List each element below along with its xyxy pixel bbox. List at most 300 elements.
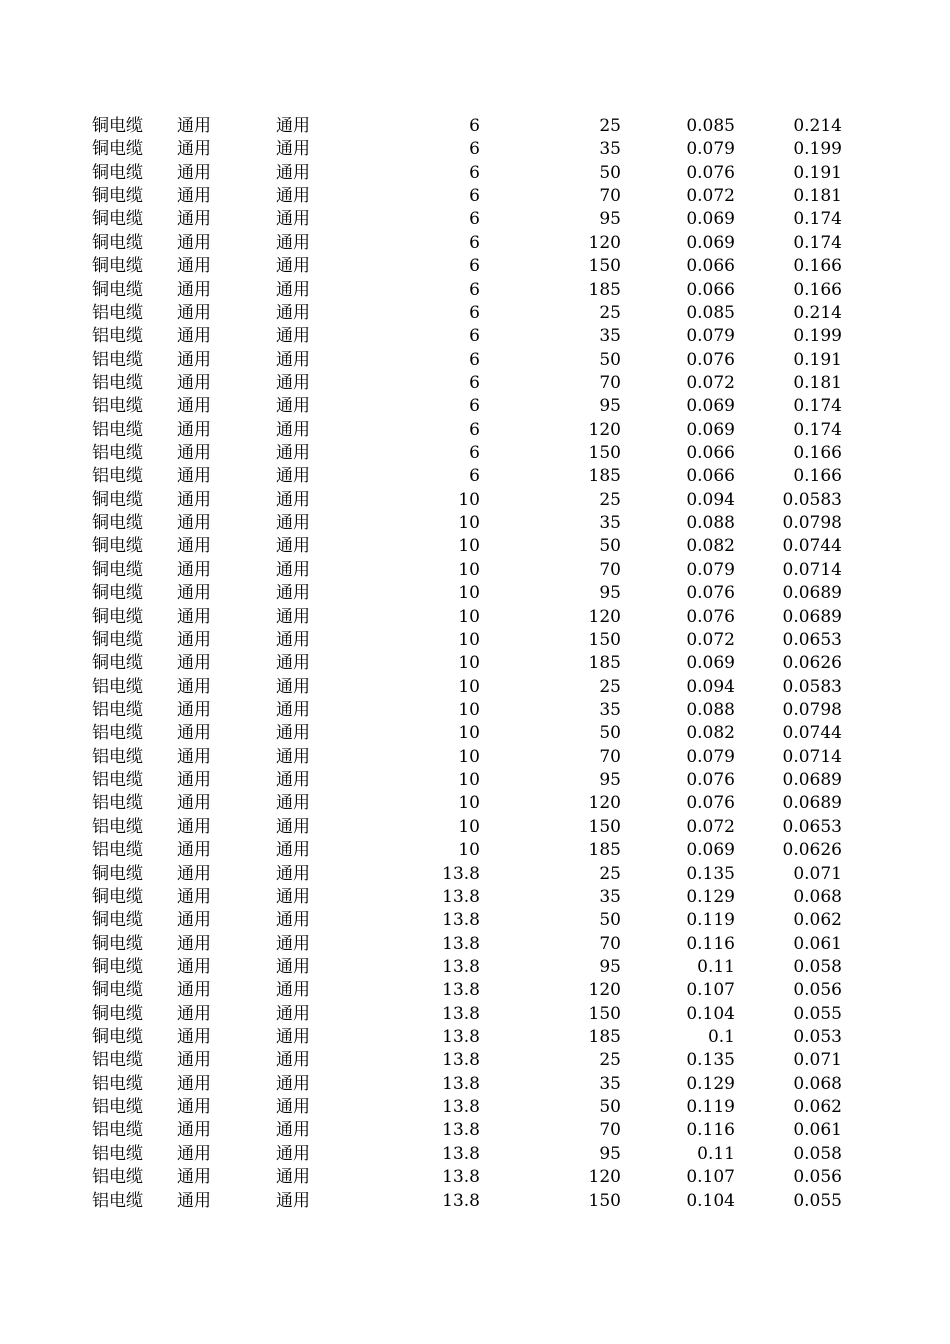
voltage-cell: 13.8 xyxy=(442,933,480,954)
table-row xyxy=(0,1143,950,1166)
table-row xyxy=(0,138,950,161)
voltage-cell: 6 xyxy=(469,372,480,393)
voltage-cell: 10 xyxy=(458,559,480,580)
table-row xyxy=(0,302,950,325)
subcategory-cell: 通用 xyxy=(276,326,310,347)
cross-section-cell: 185 xyxy=(588,466,621,487)
resistance-cell: 0.079 xyxy=(686,139,735,160)
cross-section-cell: 50 xyxy=(599,349,621,370)
cross-section-cell: 50 xyxy=(599,910,621,931)
cross-section-cell: 70 xyxy=(599,933,621,954)
table-row xyxy=(0,535,950,558)
subcategory-cell: 通用 xyxy=(276,583,310,604)
category-cell: 通用 xyxy=(177,933,211,954)
category-cell: 通用 xyxy=(177,559,211,580)
resistance-cell: 0.116 xyxy=(686,933,735,954)
subcategory-cell: 通用 xyxy=(276,956,310,977)
resistance-cell: 0.119 xyxy=(686,1097,735,1118)
table-row xyxy=(0,325,950,348)
cross-section-cell: 25 xyxy=(599,489,621,510)
voltage-cell: 10 xyxy=(458,676,480,697)
resistance-cell: 0.119 xyxy=(686,910,735,931)
cross-section-cell: 25 xyxy=(599,116,621,136)
table-row xyxy=(0,512,950,535)
table-row xyxy=(0,1096,950,1119)
subcategory-cell: 通用 xyxy=(276,629,310,650)
cable-type-cell: 铝电缆 xyxy=(92,746,143,767)
reactance-cell: 0.068 xyxy=(793,1073,842,1094)
cross-section-cell: 70 xyxy=(599,372,621,393)
table-row xyxy=(0,1049,950,1072)
cross-section-cell: 150 xyxy=(588,629,621,650)
voltage-cell: 13.8 xyxy=(442,886,480,907)
reactance-cell: 0.053 xyxy=(793,1027,842,1048)
reactance-cell: 0.068 xyxy=(793,886,842,907)
reactance-cell: 0.0798 xyxy=(782,513,842,534)
table-row xyxy=(0,1003,950,1026)
category-cell: 通用 xyxy=(177,1190,211,1211)
voltage-cell: 10 xyxy=(458,583,480,604)
category-cell: 通用 xyxy=(177,816,211,837)
resistance-cell: 0.066 xyxy=(686,443,735,464)
table-row xyxy=(0,465,950,488)
voltage-cell: 13.8 xyxy=(442,1143,480,1164)
cross-section-cell: 150 xyxy=(588,1003,621,1024)
resistance-cell: 0.069 xyxy=(686,653,735,674)
subcategory-cell: 通用 xyxy=(276,793,310,814)
cross-section-cell: 185 xyxy=(588,653,621,674)
reactance-cell: 0.055 xyxy=(793,1190,842,1211)
table-row xyxy=(0,629,950,652)
category-cell: 通用 xyxy=(177,1167,211,1188)
reactance-cell: 0.0626 xyxy=(782,840,842,861)
subcategory-cell: 通用 xyxy=(276,279,310,300)
reactance-cell: 0.055 xyxy=(793,1003,842,1024)
voltage-cell: 13.8 xyxy=(442,980,480,1001)
category-cell: 通用 xyxy=(177,419,211,440)
resistance-cell: 0.066 xyxy=(686,279,735,300)
reactance-cell: 0.199 xyxy=(793,139,842,160)
subcategory-cell: 通用 xyxy=(276,816,310,837)
resistance-cell: 0.076 xyxy=(686,349,735,370)
table-row xyxy=(0,956,950,979)
subcategory-cell: 通用 xyxy=(276,653,310,674)
cross-section-cell: 120 xyxy=(588,419,621,440)
resistance-cell: 0.135 xyxy=(686,1050,735,1071)
table-row xyxy=(0,909,950,932)
category-cell: 通用 xyxy=(177,489,211,510)
cross-section-cell: 120 xyxy=(588,232,621,253)
table-row xyxy=(0,816,950,839)
category-cell: 通用 xyxy=(177,770,211,791)
reactance-cell: 0.181 xyxy=(793,372,842,393)
resistance-cell: 0.135 xyxy=(686,863,735,884)
voltage-cell: 13.8 xyxy=(442,1050,480,1071)
subcategory-cell: 通用 xyxy=(276,723,310,744)
resistance-cell: 0.104 xyxy=(686,1003,735,1024)
cross-section-cell: 120 xyxy=(588,1167,621,1188)
resistance-cell: 0.11 xyxy=(697,1143,735,1164)
reactance-cell: 0.191 xyxy=(793,349,842,370)
voltage-cell: 13.8 xyxy=(442,1073,480,1094)
resistance-cell: 0.076 xyxy=(686,770,735,791)
reactance-cell: 0.056 xyxy=(793,980,842,1001)
cable-type-cell: 铝电缆 xyxy=(92,816,143,837)
category-cell: 通用 xyxy=(177,1027,211,1048)
cable-type-cell: 铝电缆 xyxy=(92,1120,143,1141)
reactance-cell: 0.058 xyxy=(793,956,842,977)
voltage-cell: 13.8 xyxy=(442,956,480,977)
resistance-cell: 0.079 xyxy=(686,326,735,347)
voltage-cell: 10 xyxy=(458,489,480,510)
subcategory-cell: 通用 xyxy=(276,209,310,230)
subcategory-cell: 通用 xyxy=(276,139,310,160)
reactance-cell: 0.0583 xyxy=(782,489,842,510)
subcategory-cell: 通用 xyxy=(276,1167,310,1188)
resistance-cell: 0.069 xyxy=(686,419,735,440)
reactance-cell: 0.062 xyxy=(793,910,842,931)
cable-type-cell: 铝电缆 xyxy=(92,723,143,744)
table-row xyxy=(0,162,950,185)
reactance-cell: 0.0714 xyxy=(782,746,842,767)
subcategory-cell: 通用 xyxy=(276,513,310,534)
subcategory-cell: 通用 xyxy=(276,676,310,697)
cable-type-cell: 铜电缆 xyxy=(92,886,143,907)
voltage-cell: 13.8 xyxy=(442,1167,480,1188)
cable-type-cell: 铜电缆 xyxy=(92,910,143,931)
category-cell: 通用 xyxy=(177,302,211,323)
cross-section-cell: 120 xyxy=(588,980,621,1001)
subcategory-cell: 通用 xyxy=(276,186,310,207)
category-cell: 通用 xyxy=(177,793,211,814)
voltage-cell: 13.8 xyxy=(442,1027,480,1048)
cable-type-cell: 铜电缆 xyxy=(92,1027,143,1048)
category-cell: 通用 xyxy=(177,443,211,464)
cross-section-cell: 150 xyxy=(588,256,621,277)
category-cell: 通用 xyxy=(177,186,211,207)
voltage-cell: 6 xyxy=(469,232,480,253)
reactance-cell: 0.0798 xyxy=(782,699,842,720)
subcategory-cell: 通用 xyxy=(276,746,310,767)
reactance-cell: 0.166 xyxy=(793,443,842,464)
cable-type-cell: 铜电缆 xyxy=(92,139,143,160)
subcategory-cell: 通用 xyxy=(276,419,310,440)
cross-section-cell: 50 xyxy=(599,723,621,744)
category-cell: 通用 xyxy=(177,536,211,557)
cross-section-cell: 185 xyxy=(588,279,621,300)
cross-section-cell: 25 xyxy=(599,676,621,697)
cable-type-cell: 铜电缆 xyxy=(92,956,143,977)
resistance-cell: 0.076 xyxy=(686,583,735,604)
cable-type-cell: 铝电缆 xyxy=(92,372,143,393)
reactance-cell: 0.056 xyxy=(793,1167,842,1188)
cross-section-cell: 70 xyxy=(599,186,621,207)
reactance-cell: 0.174 xyxy=(793,232,842,253)
voltage-cell: 6 xyxy=(469,326,480,347)
cable-type-cell: 铝电缆 xyxy=(92,1097,143,1118)
subcategory-cell: 通用 xyxy=(276,162,310,183)
cross-section-cell: 150 xyxy=(588,816,621,837)
category-cell: 通用 xyxy=(177,372,211,393)
cable-parameter-table xyxy=(0,115,950,1213)
cable-type-cell: 铝电缆 xyxy=(92,793,143,814)
table-row xyxy=(0,676,950,699)
cross-section-cell: 25 xyxy=(599,863,621,884)
voltage-cell: 13.8 xyxy=(442,1003,480,1024)
cable-type-cell: 铝电缆 xyxy=(92,676,143,697)
resistance-cell: 0.069 xyxy=(686,396,735,417)
resistance-cell: 0.079 xyxy=(686,559,735,580)
category-cell: 通用 xyxy=(177,699,211,720)
voltage-cell: 13.8 xyxy=(442,910,480,931)
voltage-cell: 6 xyxy=(469,209,480,230)
resistance-cell: 0.069 xyxy=(686,209,735,230)
resistance-cell: 0.072 xyxy=(686,629,735,650)
subcategory-cell: 通用 xyxy=(276,1143,310,1164)
cable-type-cell: 铝电缆 xyxy=(92,396,143,417)
cable-type-cell: 铝电缆 xyxy=(92,326,143,347)
reactance-cell: 0.0689 xyxy=(782,606,842,627)
reactance-cell: 0.061 xyxy=(793,1120,842,1141)
cable-type-cell: 铜电缆 xyxy=(92,1003,143,1024)
table-row xyxy=(0,372,950,395)
category-cell: 通用 xyxy=(177,209,211,230)
resistance-cell: 0.129 xyxy=(686,886,735,907)
cable-type-cell: 铜电缆 xyxy=(92,559,143,580)
category-cell: 通用 xyxy=(177,232,211,253)
resistance-cell: 0.082 xyxy=(686,536,735,557)
table-row xyxy=(0,279,950,302)
table-row xyxy=(0,606,950,629)
cable-type-cell: 铝电缆 xyxy=(92,840,143,861)
cross-section-cell: 50 xyxy=(599,1097,621,1118)
category-cell: 通用 xyxy=(177,606,211,627)
cross-section-cell: 50 xyxy=(599,162,621,183)
subcategory-cell: 通用 xyxy=(276,1050,310,1071)
voltage-cell: 6 xyxy=(469,116,480,136)
reactance-cell: 0.166 xyxy=(793,256,842,277)
table-row xyxy=(0,442,950,465)
category-cell: 通用 xyxy=(177,162,211,183)
cable-type-cell: 铜电缆 xyxy=(92,489,143,510)
cable-type-cell: 铜电缆 xyxy=(92,232,143,253)
cable-type-cell: 铜电缆 xyxy=(92,606,143,627)
reactance-cell: 0.174 xyxy=(793,419,842,440)
category-cell: 通用 xyxy=(177,840,211,861)
cable-type-cell: 铜电缆 xyxy=(92,186,143,207)
reactance-cell: 0.214 xyxy=(793,116,842,136)
resistance-cell: 0.116 xyxy=(686,1120,735,1141)
cross-section-cell: 185 xyxy=(588,840,621,861)
table-row xyxy=(0,746,950,769)
cross-section-cell: 25 xyxy=(599,302,621,323)
reactance-cell: 0.0744 xyxy=(782,723,842,744)
table-row xyxy=(0,1166,950,1189)
table-row xyxy=(0,769,950,792)
subcategory-cell: 通用 xyxy=(276,559,310,580)
table-row xyxy=(0,792,950,815)
category-cell: 通用 xyxy=(177,1003,211,1024)
table-row xyxy=(0,208,950,231)
voltage-cell: 6 xyxy=(469,396,480,417)
resistance-cell: 0.104 xyxy=(686,1190,735,1211)
resistance-cell: 0.076 xyxy=(686,606,735,627)
reactance-cell: 0.058 xyxy=(793,1143,842,1164)
cable-type-cell: 铝电缆 xyxy=(92,770,143,791)
category-cell: 通用 xyxy=(177,863,211,884)
cross-section-cell: 35 xyxy=(599,513,621,534)
voltage-cell: 10 xyxy=(458,746,480,767)
cross-section-cell: 95 xyxy=(599,583,621,604)
cable-type-cell: 铝电缆 xyxy=(92,419,143,440)
voltage-cell: 13.8 xyxy=(442,1097,480,1118)
cross-section-cell: 95 xyxy=(599,209,621,230)
subcategory-cell: 通用 xyxy=(276,1073,310,1094)
table-row xyxy=(0,652,950,675)
table-row xyxy=(0,722,950,745)
subcategory-cell: 通用 xyxy=(276,489,310,510)
cable-type-cell: 铝电缆 xyxy=(92,349,143,370)
resistance-cell: 0.072 xyxy=(686,186,735,207)
table-row xyxy=(0,489,950,512)
resistance-cell: 0.1 xyxy=(707,1027,735,1048)
voltage-cell: 10 xyxy=(458,629,480,650)
cable-type-cell: 铝电缆 xyxy=(92,1073,143,1094)
subcategory-cell: 通用 xyxy=(276,1003,310,1024)
table-row xyxy=(0,1026,950,1049)
reactance-cell: 0.0626 xyxy=(782,653,842,674)
subcategory-cell: 通用 xyxy=(276,466,310,487)
reactance-cell: 0.0653 xyxy=(782,629,842,650)
cable-type-cell: 铝电缆 xyxy=(92,1190,143,1211)
subcategory-cell: 通用 xyxy=(276,349,310,370)
table-row xyxy=(0,419,950,442)
category-cell: 通用 xyxy=(177,653,211,674)
cable-type-cell: 铜电缆 xyxy=(92,116,143,136)
category-cell: 通用 xyxy=(177,326,211,347)
category-cell: 通用 xyxy=(177,1073,211,1094)
cross-section-cell: 25 xyxy=(599,1050,621,1071)
cable-type-cell: 铜电缆 xyxy=(92,653,143,674)
category-cell: 通用 xyxy=(177,1120,211,1141)
voltage-cell: 6 xyxy=(469,466,480,487)
resistance-cell: 0.082 xyxy=(686,723,735,744)
subcategory-cell: 通用 xyxy=(276,536,310,557)
category-cell: 通用 xyxy=(177,116,211,136)
reactance-cell: 0.166 xyxy=(793,466,842,487)
table-row xyxy=(0,863,950,886)
cable-type-cell: 铝电缆 xyxy=(92,1143,143,1164)
voltage-cell: 13.8 xyxy=(442,1190,480,1211)
cross-section-cell: 95 xyxy=(599,396,621,417)
category-cell: 通用 xyxy=(177,910,211,931)
voltage-cell: 10 xyxy=(458,770,480,791)
cable-type-cell: 铜电缆 xyxy=(92,209,143,230)
reactance-cell: 0.166 xyxy=(793,279,842,300)
category-cell: 通用 xyxy=(177,1143,211,1164)
reactance-cell: 0.0653 xyxy=(782,816,842,837)
cross-section-cell: 185 xyxy=(588,1027,621,1048)
voltage-cell: 13.8 xyxy=(442,1120,480,1141)
cable-type-cell: 铝电缆 xyxy=(92,1050,143,1071)
category-cell: 通用 xyxy=(177,723,211,744)
subcategory-cell: 通用 xyxy=(276,372,310,393)
reactance-cell: 0.071 xyxy=(793,1050,842,1071)
category-cell: 通用 xyxy=(177,256,211,277)
reactance-cell: 0.0689 xyxy=(782,583,842,604)
reactance-cell: 0.199 xyxy=(793,326,842,347)
table-row xyxy=(0,933,950,956)
subcategory-cell: 通用 xyxy=(276,606,310,627)
cable-type-cell: 铝电缆 xyxy=(92,443,143,464)
voltage-cell: 6 xyxy=(469,349,480,370)
cross-section-cell: 95 xyxy=(599,1143,621,1164)
subcategory-cell: 通用 xyxy=(276,302,310,323)
cable-type-cell: 铜电缆 xyxy=(92,980,143,1001)
category-cell: 通用 xyxy=(177,629,211,650)
cross-section-cell: 95 xyxy=(599,956,621,977)
category-cell: 通用 xyxy=(177,139,211,160)
cable-type-cell: 铜电缆 xyxy=(92,279,143,300)
table-row xyxy=(0,185,950,208)
reactance-cell: 0.0714 xyxy=(782,559,842,580)
resistance-cell: 0.066 xyxy=(686,466,735,487)
table-row xyxy=(0,255,950,278)
subcategory-cell: 通用 xyxy=(276,699,310,720)
reactance-cell: 0.174 xyxy=(793,396,842,417)
table-row xyxy=(0,115,950,138)
voltage-cell: 6 xyxy=(469,302,480,323)
subcategory-cell: 通用 xyxy=(276,1120,310,1141)
cross-section-cell: 35 xyxy=(599,1073,621,1094)
voltage-cell: 6 xyxy=(469,443,480,464)
cable-type-cell: 铝电缆 xyxy=(92,302,143,323)
voltage-cell: 10 xyxy=(458,840,480,861)
category-cell: 通用 xyxy=(177,980,211,1001)
cable-type-cell: 铜电缆 xyxy=(92,162,143,183)
reactance-cell: 0.0689 xyxy=(782,770,842,791)
resistance-cell: 0.129 xyxy=(686,1073,735,1094)
table-row xyxy=(0,1073,950,1096)
subcategory-cell: 通用 xyxy=(276,256,310,277)
voltage-cell: 10 xyxy=(458,816,480,837)
cross-section-cell: 70 xyxy=(599,559,621,580)
resistance-cell: 0.069 xyxy=(686,232,735,253)
voltage-cell: 10 xyxy=(458,653,480,674)
voltage-cell: 10 xyxy=(458,793,480,814)
subcategory-cell: 通用 xyxy=(276,443,310,464)
subcategory-cell: 通用 xyxy=(276,232,310,253)
cable-type-cell: 铜电缆 xyxy=(92,513,143,534)
cable-type-cell: 铝电缆 xyxy=(92,699,143,720)
reactance-cell: 0.0689 xyxy=(782,793,842,814)
voltage-cell: 10 xyxy=(458,699,480,720)
category-cell: 通用 xyxy=(177,513,211,534)
cross-section-cell: 95 xyxy=(599,770,621,791)
subcategory-cell: 通用 xyxy=(276,863,310,884)
subcategory-cell: 通用 xyxy=(276,1190,310,1211)
category-cell: 通用 xyxy=(177,1097,211,1118)
resistance-cell: 0.069 xyxy=(686,840,735,861)
voltage-cell: 6 xyxy=(469,139,480,160)
resistance-cell: 0.088 xyxy=(686,513,735,534)
resistance-cell: 0.079 xyxy=(686,746,735,767)
table-row xyxy=(0,582,950,605)
category-cell: 通用 xyxy=(177,279,211,300)
subcategory-cell: 通用 xyxy=(276,980,310,1001)
table-row xyxy=(0,979,950,1002)
category-cell: 通用 xyxy=(177,676,211,697)
